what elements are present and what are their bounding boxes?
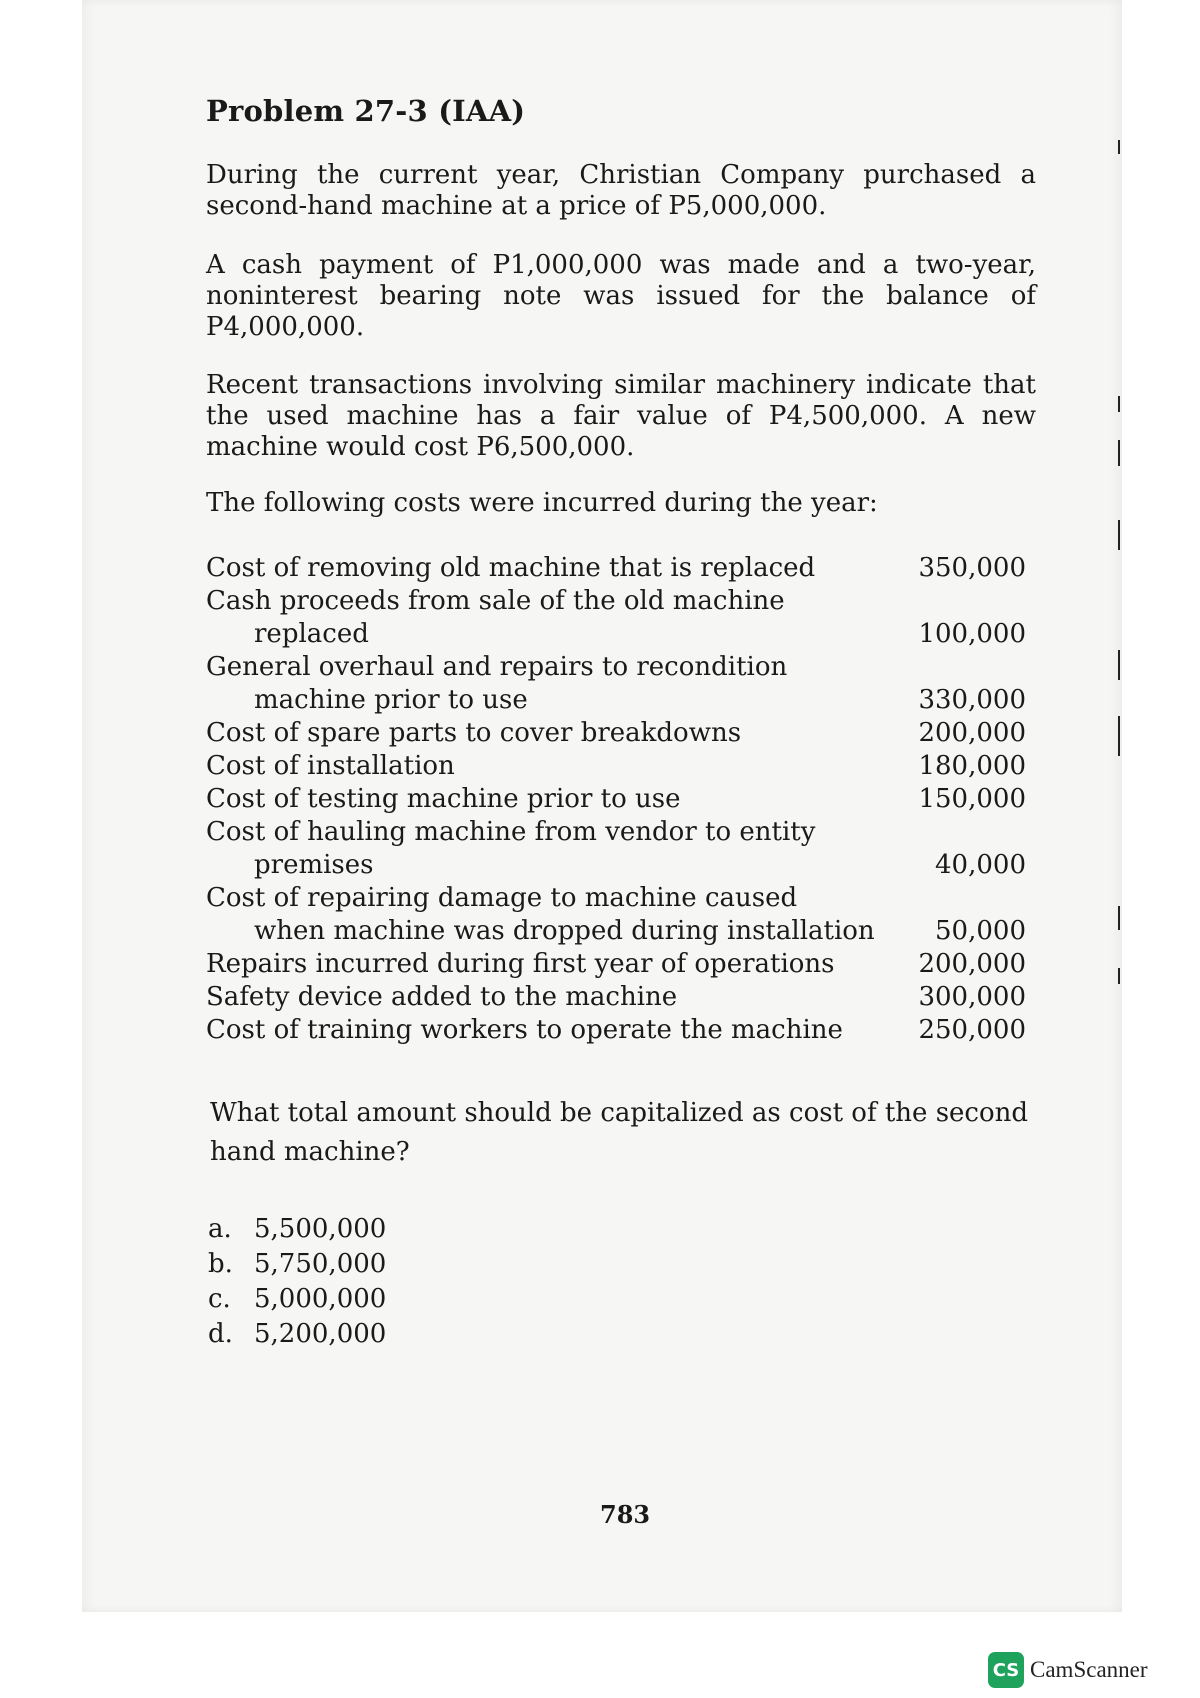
margin-mark: [1118, 650, 1120, 680]
choice-letter: a.: [208, 1214, 232, 1244]
margin-mark: [1118, 716, 1120, 756]
cost-value: 50,000: [935, 916, 1026, 946]
cost-row: [206, 882, 1026, 948]
cost-label: Cost of spare parts to cover breakdowns: [206, 718, 742, 748]
margin-mark: [1118, 968, 1120, 984]
cost-row: [206, 981, 1026, 1014]
cost-row: [206, 552, 1026, 585]
cost-value: 100,000: [918, 619, 1026, 649]
cost-row: [206, 585, 1026, 651]
cost-value: 350,000: [918, 553, 1026, 583]
choice-a: [208, 1212, 386, 1247]
cost-row: [206, 783, 1026, 816]
paragraph-fair-value: Recent transactions involving similar machinery indicate that the used machine has a fair value of P4,500,000. A new machine would cost P6,500,000.: [206, 370, 1036, 462]
margin-mark: [1118, 440, 1120, 466]
margin-mark: [1118, 396, 1120, 412]
cost-value: 150,000: [918, 784, 1026, 814]
cost-value: 200,000: [918, 949, 1026, 979]
cost-label: Cost of training workers to operate the machine: [206, 1015, 843, 1045]
margin-mark: [1118, 906, 1120, 930]
choice-letter: d.: [208, 1319, 233, 1349]
choice-b: [208, 1247, 386, 1282]
cost-label: Cash proceeds from sale of the old machine replaced: [206, 586, 785, 649]
cost-row: [206, 651, 1026, 717]
choice-letter: c.: [208, 1284, 231, 1314]
cost-value: 40,000: [935, 850, 1026, 880]
cost-label: Safety device added to the machine: [206, 982, 678, 1012]
cost-row: [206, 750, 1026, 783]
cost-list: [206, 552, 1026, 1047]
choice-value: 5,500,000: [254, 1214, 387, 1244]
cost-label: Cost of installation: [206, 751, 455, 781]
cost-row: [206, 816, 1026, 882]
camscanner-label: CamScanner: [1030, 1657, 1148, 1682]
margin-mark: [1118, 520, 1120, 550]
choice-value: 5,000,000: [254, 1284, 387, 1314]
cost-label: Cost of testing machine prior to use: [206, 784, 681, 814]
choice-value: 5,200,000: [254, 1319, 387, 1349]
question-text: What total amount should be capitalized as cost of the second hand machine?: [210, 1098, 1029, 1167]
cost-label: Cost of repairing damage to machine caused when machine was dropped during installation: [206, 883, 875, 946]
margin-mark: [1118, 140, 1120, 154]
paragraph-purchase: During the current year, Christian Company purchased a second-hand machine at a price of P5,000,000.: [206, 160, 1036, 221]
cost-value: 300,000: [918, 982, 1026, 1012]
choice-c: [208, 1282, 386, 1317]
cost-label: General overhaul and repairs to recondition machine prior to use: [206, 652, 788, 715]
cost-label: Cost of hauling machine from vendor to entity premises: [206, 817, 816, 880]
cost-value: 250,000: [918, 1015, 1026, 1045]
answer-choices: [208, 1212, 386, 1352]
cost-label: Cost of removing old machine that is replaced: [206, 553, 816, 583]
choice-letter: b.: [208, 1249, 233, 1279]
problem-title: Problem 27-3 (IAA): [206, 94, 526, 128]
cost-row: [206, 1014, 1026, 1047]
paragraph-payment: A cash payment of P1,000,000 was made and a two-year, noninterest bearing note was issued for the balance of P4,000,000.: [206, 250, 1036, 342]
camscanner-icon: CS: [988, 1652, 1024, 1688]
cost-row: [206, 717, 1026, 750]
page-number: 783: [600, 1500, 651, 1529]
cost-value: 180,000: [918, 751, 1026, 781]
paragraph-costs-intro: The following costs were incurred during the year:: [206, 488, 878, 518]
cost-value: 200,000: [918, 718, 1026, 748]
cost-label: Repairs incurred during first year of operations: [206, 949, 835, 979]
cost-value: 330,000: [918, 685, 1026, 715]
choice-d: [208, 1317, 386, 1352]
cost-row: [206, 948, 1026, 981]
camscanner-watermark: [988, 1652, 1148, 1688]
choice-value: 5,750,000: [254, 1249, 387, 1279]
